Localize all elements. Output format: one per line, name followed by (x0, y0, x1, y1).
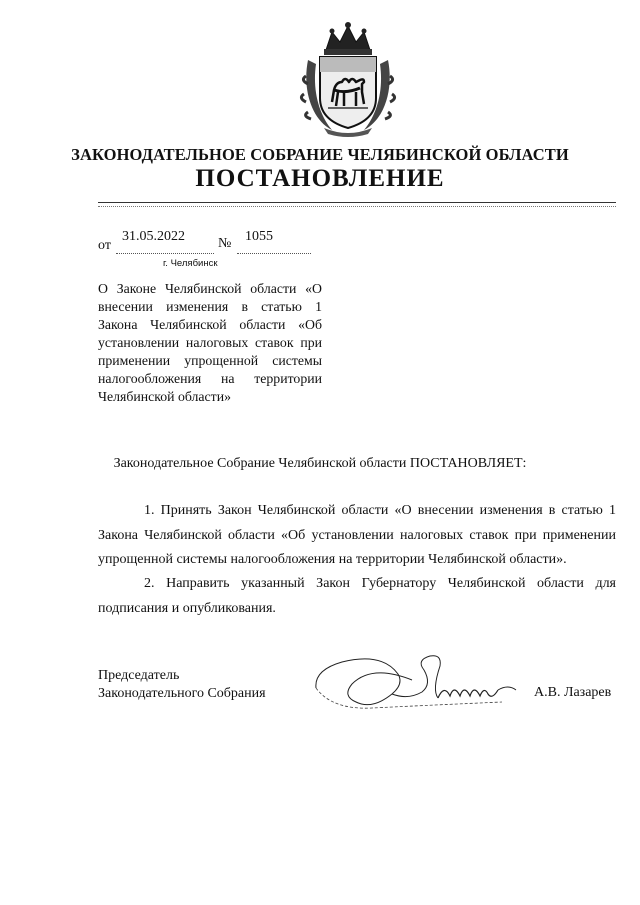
signatory-title-line-1: Председатель (98, 668, 180, 683)
signatory-title (98, 667, 266, 703)
coat-of-arms-icon (298, 20, 398, 138)
number-underline (237, 253, 311, 254)
body-paragraph-2: 2. Направить указанный Закон Губернатору Челябинской области для подписания и опубликования. (98, 576, 616, 616)
signatory-name: А.В. Лазарев (534, 685, 612, 700)
handwritten-signature-icon (312, 640, 522, 720)
number-prefix-label: № (218, 236, 232, 251)
body-paragraph-1: 1. Принять Закон Челябинской области «О внесении изменения в статью 1 Закона Челябинской области «Об установлении налоговых ставок при применении упрощенной системы налогообложения на территории Челябинской области». (98, 503, 616, 567)
document-subject: О Законе Челябинской области «О внесении изменения в статью 1 Закона Челябинской области «Об установлении налоговых ставок при применении упрощенной системы налогообложения на территории Челябинской области» (98, 281, 322, 404)
date-underline (116, 253, 214, 254)
document-number: 1055 (245, 229, 273, 244)
document-type-title: ПОСТАНОВЛЕНИЕ (195, 165, 445, 192)
signatory-title-line-2: Законодательного Собрания (98, 686, 266, 701)
header-divider-dotted (98, 206, 616, 207)
date-prefix-label: от (98, 238, 111, 253)
document-date: 31.05.2022 (122, 229, 185, 244)
organization-name: ЗАКОНОДАТЕЛЬНОЕ СОБРАНИЕ ЧЕЛЯБИНСКОЙ ОБЛАСТИ (71, 145, 569, 164)
city-label: г. Челябинск (163, 258, 218, 269)
preamble-text: Законодательное Собрание Челябинской области ПОСТАНОВЛЯЕТ: (113, 456, 527, 471)
header-divider (98, 202, 616, 203)
